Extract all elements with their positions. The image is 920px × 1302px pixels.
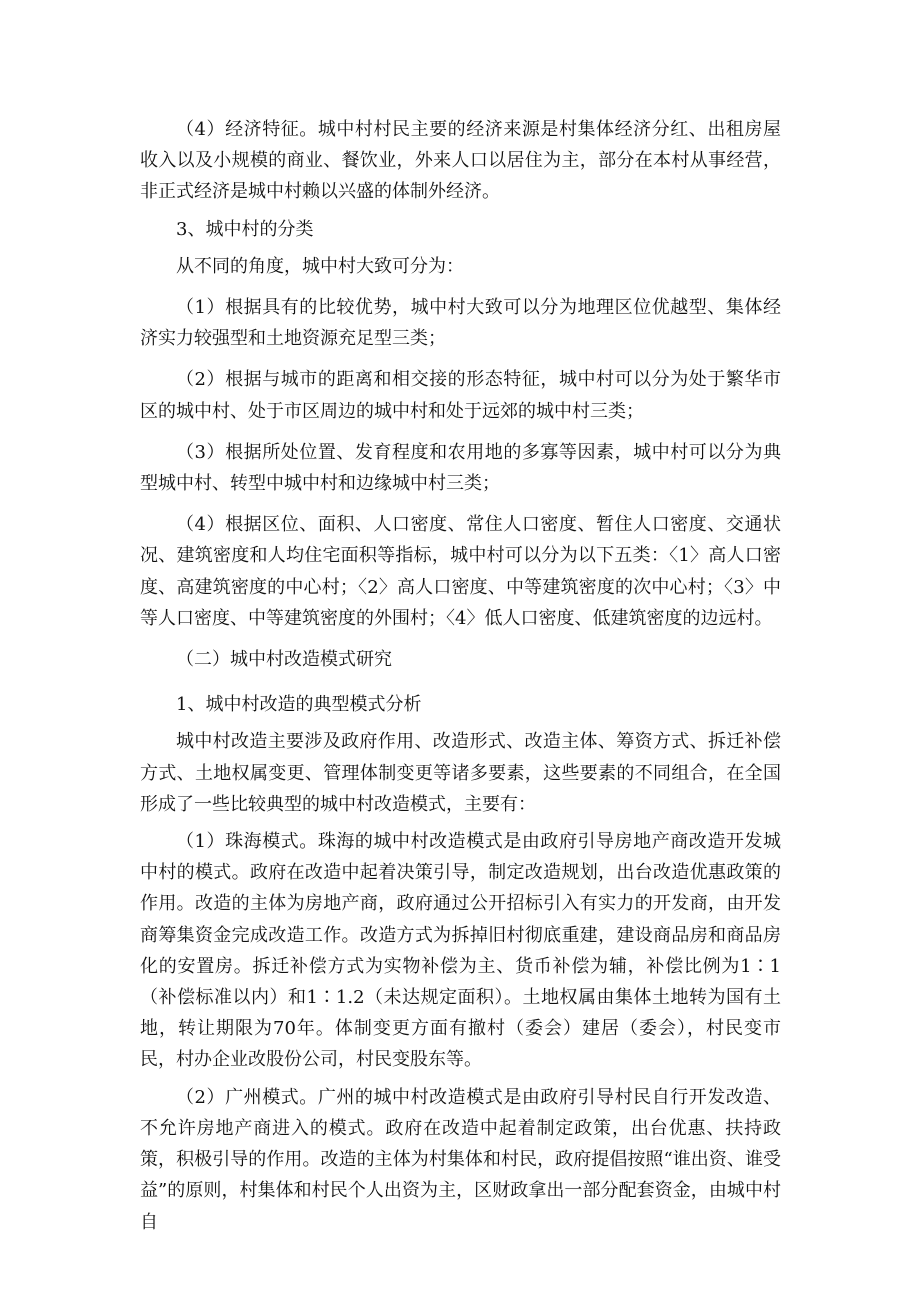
paragraph-intro-classification: 从不同的角度，城中村大致可分为：: [176, 255, 464, 277]
paragraph-guangzhou-model: （2）广州模式。广州的城中村改造模式是由政府引导村民自行开发改造、不允许房地产商进入的模式。政府在改造中起着制定政策，出台优惠、扶持政策，积极引导的作用。改造的主体为村集体和村民，政府提倡按照“谁出资、谁受益”的原则，村集体和村民个人出资为主，区财政拿出一部分配套资金，由城中村自: [140, 1086, 781, 1233]
paragraph-class-2: （2）根据与城市的距离和相交接的形态特征，城中村可以分为处于繁华市区的城中村、处于市区周边的城中村和处于远郊的城中村三类；: [140, 369, 781, 422]
paragraph-class-3: （3）根据所处位置、发育程度和农用地的多寡等因素，城中村可以分为典型城中村、转型中城中村和边缘城中村三类；: [140, 441, 781, 495]
paragraph-class-1: （1）根据具有的比较优势，城中村大致可以分为地理区位优越型、集体经济实力较强型和土地资源充足型三类；: [140, 297, 781, 350]
document-page: [140, 114, 781, 1238]
paragraph-class-4: （4）根据区位、面积、人口密度、常住人口密度、暂住人口密度、交通状况、建筑密度和人均住宅面积等指标，城中村可以分为以下五类：〈1〉高人口密度、高建筑密度的中心村；〈2〉高人口密度、中等建筑密度的次中心村；〈3〉中等人口密度、中等建筑密度的外围村；〈4〉低人口密度、低建筑密度的边远村。: [140, 514, 781, 629]
heading-section-2: （二）城中村改造模式研究: [176, 649, 392, 671]
paragraph-economic-features: （4）经济特征。城中村村民主要的经济来源是村集体经济分红、出租房屋收入以及小规模的商业、餐饮业，外来人口以居住为主，部分在本村从事经营，非正式经济是城中村赖以兴盛的体制外经济。: [140, 119, 781, 203]
paragraph-zhuhai-model: （1）珠海模式。珠海的城中村改造模式是由政府引导房地产商改造开发城中村的模式。政府在改造中起着决策引导，制定改造规划，出台改造优惠政策的作用。改造的主体为房地产商，政府通过公开招标引入有实力的开发商，由开发商筹集资金完成改造工作。改造方式为拆掉旧村彻底重建，建设商品房和商品房化的安置房。拆迁补偿方式为实物补偿为主、货币补偿为辅，补偿比例为1∶1（补偿标准以内）和1∶1.2（未达规定面积）。土地权属由集体土地转为国有土地，转让期限为70年。体制变更方面有撤村（委会）建居（委会），村民变市民，村办企业改股份公司，村民变股东等。: [140, 831, 781, 1071]
paragraph-models-intro: 城中村改造主要涉及政府作用、改造形式、改造主体、筹资方式、拆迁补偿方式、土地权属变更、管理体制变更等诸多要素，这些要素的不同组合，在全国形成了一些比较典型的城中村改造模式，主要有：: [140, 731, 781, 815]
heading-classification: 3、城中村的分类: [176, 218, 314, 240]
heading-typical-models: 1、城中村改造的典型模式分析: [176, 694, 422, 716]
